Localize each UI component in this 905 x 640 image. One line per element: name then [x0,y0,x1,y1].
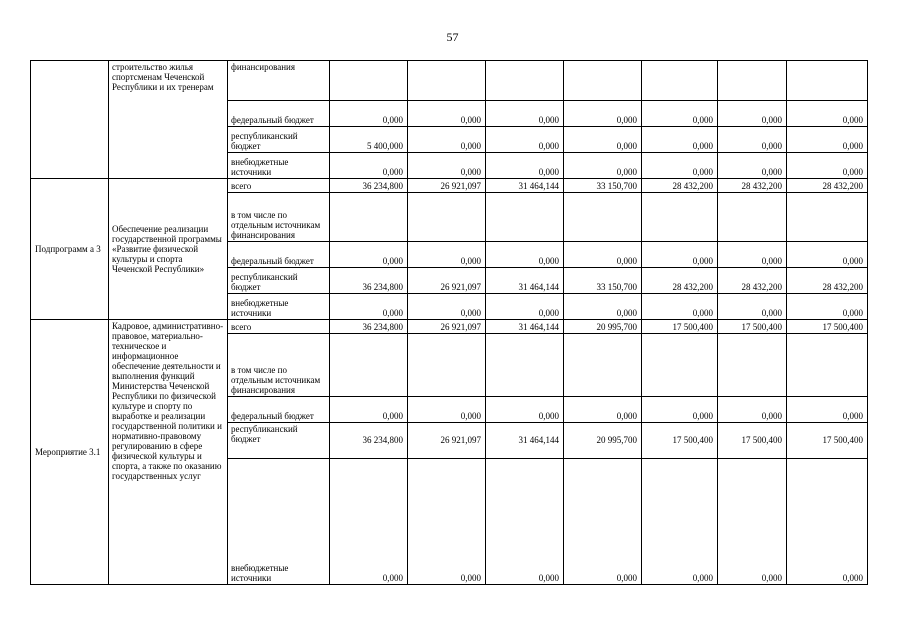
value-cell: 0,000 [564,127,642,153]
value-cell: 0,000 [718,459,787,585]
value-cell [486,61,564,101]
value-cell: 36 234,800 [330,268,408,294]
page-number: 57 [446,30,459,44]
value-cell: 31 464,144 [486,423,564,459]
value-cell: 36 234,800 [330,423,408,459]
value-cell: 36 234,800 [330,179,408,193]
funding-source-cell: финансирования [228,61,330,101]
value-cell: 33 150,700 [564,179,642,193]
value-cell: 0,000 [642,127,718,153]
value-cell: 31 464,144 [486,320,564,334]
value-cell [564,334,642,397]
value-cell: 17 500,400 [787,320,868,334]
program-name-cell [31,61,109,179]
table-row [31,320,868,334]
value-cell: 0,000 [718,101,787,127]
value-cell: 0,000 [486,101,564,127]
program-description-cell: строительство жилья спортсменам Чеченской Республики и их тренерам [109,61,228,179]
value-cell: 0,000 [787,242,868,268]
table-row [31,61,868,101]
value-cell: 0,000 [718,153,787,179]
value-cell: 0,000 [642,153,718,179]
value-cell: 28 432,200 [718,268,787,294]
value-cell: 0,000 [564,459,642,585]
value-cell: 0,000 [787,101,868,127]
value-cell: 0,000 [408,397,486,423]
value-cell: 31 464,144 [486,268,564,294]
value-cell: 36 234,800 [330,320,408,334]
value-cell: 0,000 [330,459,408,585]
value-cell [486,334,564,397]
value-cell: 0,000 [486,153,564,179]
value-cell: 26 921,097 [408,423,486,459]
funding-source-cell: внебюджетные источники [228,459,330,585]
value-cell: 28 432,200 [642,179,718,193]
value-cell: 0,000 [787,459,868,585]
funding-source-cell: в том числе по отдельным источникам финансирования [228,193,330,242]
funding-source-cell: всего [228,179,330,193]
value-cell: 0,000 [564,397,642,423]
value-cell: 0,000 [486,294,564,320]
value-cell: 0,000 [642,101,718,127]
value-cell: 0,000 [564,153,642,179]
value-cell: 28 432,200 [718,179,787,193]
value-cell: 17 500,400 [642,423,718,459]
value-cell [564,193,642,242]
value-cell: 0,000 [330,397,408,423]
value-cell: 0,000 [408,459,486,585]
value-cell: 33 150,700 [564,268,642,294]
value-cell: 0,000 [408,242,486,268]
funding-source-cell: федеральный бюджет [228,242,330,268]
value-cell: 28 432,200 [642,268,718,294]
program-name-cell: Мероприятие 3.1 [31,320,109,585]
funding-source-cell: внебюджетные источники [228,294,330,320]
program-description-cell: Обеспечение реализации государственной программы «Развитие физической культуры и спорта Чеченской Республики» [109,179,228,320]
value-cell: 26 921,097 [408,268,486,294]
value-cell: 17 500,400 [642,320,718,334]
program-description-cell: Кадровое, административно-правовое, материально-техническое и информационное обеспечение деятельности и выполнения функций Министерства Чеченской Республики по физической культуре и спорту по выработке и реализации государственной политики и нормативно-правовому регулированию в сфере физической культуры и спорта, а также по оказанию государственных услуг [109,320,228,585]
value-cell: 0,000 [718,397,787,423]
funding-source-cell: в том числе по отдельным источникам финансирования [228,334,330,397]
value-cell [486,193,564,242]
value-cell: 0,000 [564,101,642,127]
value-cell [330,61,408,101]
value-cell: 17 500,400 [718,423,787,459]
value-cell: 0,000 [330,153,408,179]
value-cell [642,334,718,397]
funding-source-cell: республиканский бюджет [228,268,330,294]
value-cell: 17 500,400 [787,423,868,459]
funding-source-cell: федеральный бюджет [228,397,330,423]
funding-source-cell: всего [228,320,330,334]
value-cell: 20 995,700 [564,423,642,459]
value-cell: 0,000 [564,242,642,268]
value-cell: 0,000 [408,153,486,179]
value-cell: 0,000 [787,294,868,320]
value-cell: 0,000 [642,242,718,268]
program-name-cell: Подпрограмм а 3 [31,179,109,320]
value-cell: 5 400,000 [330,127,408,153]
value-cell: 0,000 [787,397,868,423]
value-cell: 0,000 [642,459,718,585]
value-cell [408,334,486,397]
value-cell [564,61,642,101]
value-cell: 0,000 [787,127,868,153]
value-cell [787,334,868,397]
value-cell [718,334,787,397]
value-cell [642,61,718,101]
value-cell [330,193,408,242]
value-cell: 0,000 [642,397,718,423]
value-cell: 0,000 [564,294,642,320]
value-cell [718,61,787,101]
value-cell: 0,000 [718,294,787,320]
value-cell [718,193,787,242]
value-cell: 28 432,200 [787,179,868,193]
value-cell: 0,000 [486,459,564,585]
budget-table [30,60,868,585]
value-cell: 0,000 [486,242,564,268]
value-cell [787,193,868,242]
value-cell: 28 432,200 [787,268,868,294]
value-cell: 0,000 [408,127,486,153]
value-cell: 0,000 [718,127,787,153]
value-cell [330,334,408,397]
value-cell: 0,000 [486,397,564,423]
value-cell: 26 921,097 [408,179,486,193]
funding-source-cell: республиканский бюджет [228,423,330,459]
value-cell: 0,000 [330,242,408,268]
funding-source-cell: внебюджетные источники [228,153,330,179]
value-cell [787,61,868,101]
value-cell [642,193,718,242]
value-cell: 0,000 [486,127,564,153]
value-cell: 0,000 [330,101,408,127]
funding-source-cell: федеральный бюджет [228,101,330,127]
value-cell: 17 500,400 [718,320,787,334]
value-cell [408,193,486,242]
value-cell [408,61,486,101]
value-cell: 31 464,144 [486,179,564,193]
value-cell: 0,000 [718,242,787,268]
value-cell: 0,000 [330,294,408,320]
value-cell: 26 921,097 [408,320,486,334]
funding-source-cell: республиканский бюджет [228,127,330,153]
value-cell: 0,000 [642,294,718,320]
value-cell: 0,000 [787,153,868,179]
value-cell: 0,000 [408,294,486,320]
value-cell: 20 995,700 [564,320,642,334]
value-cell: 0,000 [408,101,486,127]
table-row [31,179,868,193]
